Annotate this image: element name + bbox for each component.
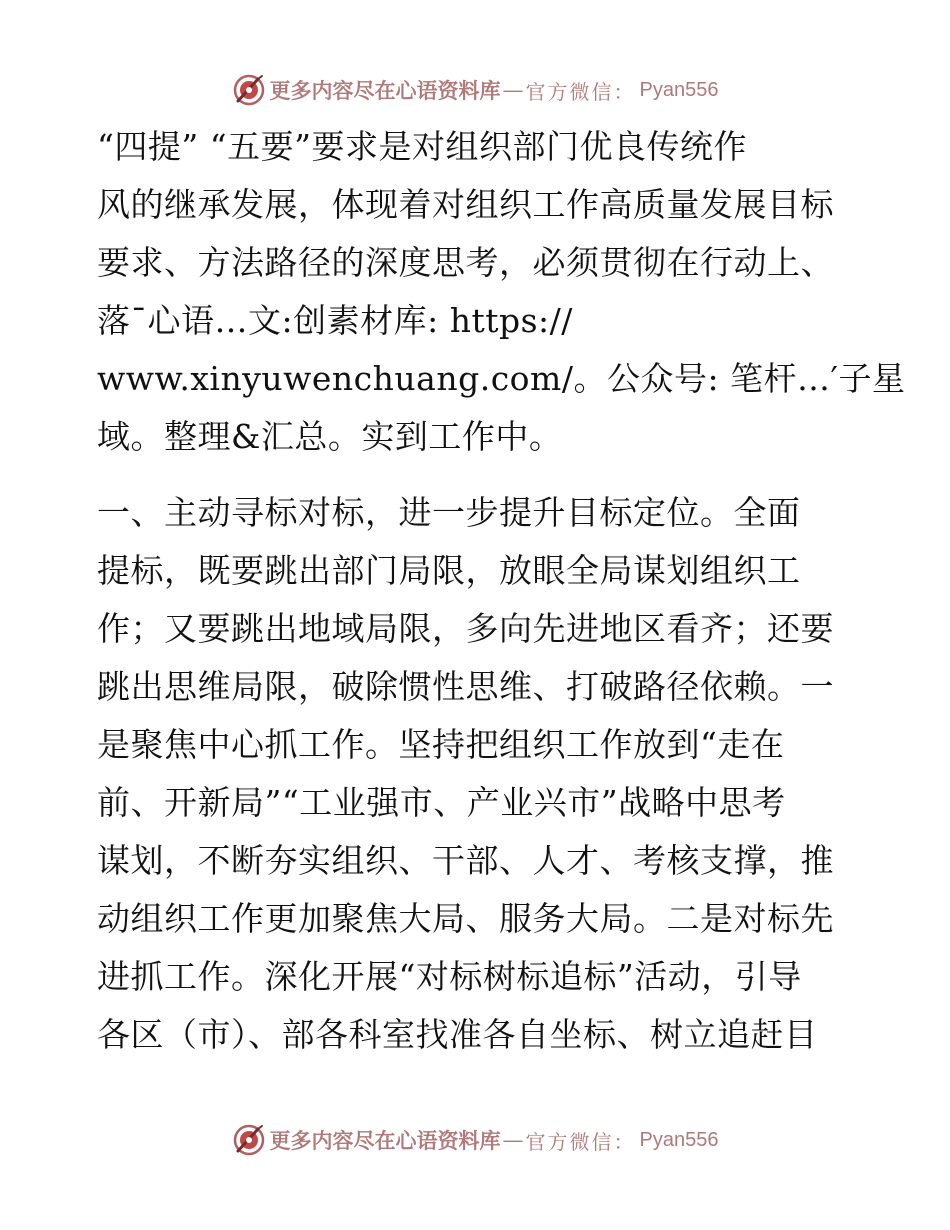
text-line: 一、主动寻标对标，进一步提升目标定位。全面 — [97, 493, 801, 532]
text-line: 风的继承发展，体现着对组织工作高质量发展目标 — [97, 185, 834, 224]
paragraph-2 — [97, 484, 857, 1064]
banner-main-text: 更多内容尽在心语资料库 — [269, 78, 501, 103]
text-line: 进抓工作。深化开展“对标树标追标”活动，引导 — [97, 957, 802, 996]
banner-separator: — — [502, 78, 524, 102]
text-line: 作；又要跳出地域局限，多向先进地区看齐；还要 — [97, 609, 834, 648]
banner-wechat-label: 官方微信： — [525, 1129, 636, 1154]
banner-wechat-id: Pyan556 — [639, 1128, 719, 1151]
text-line: 要求、方法路径的深度思考，必须贯彻在行动上、 — [97, 243, 834, 282]
paragraph-1 — [97, 118, 906, 466]
text-line: 域。整理&汇总。实到工作中。 — [97, 417, 563, 456]
text-line: 动组织工作更加聚焦大局、服务大局。二是对标先 — [97, 899, 834, 938]
document-body — [97, 118, 906, 1064]
header-banner — [0, 70, 950, 110]
text-line: 前、开新局”“工业强市、产业兴市”战略中思考 — [97, 783, 786, 822]
banner-main-text: 更多内容尽在心语资料库 — [269, 1128, 501, 1153]
text-line: “四提” “五要”要求是对组织部门优良传统作 — [97, 127, 747, 166]
text-line: 是聚焦中心抓工作。坚持把组织工作放到“走在 — [97, 725, 785, 764]
text-line: 各区（市）、部各科室找准各自坐标、树立追赶目 — [97, 1015, 818, 1054]
text-line: www.xinyuwenchuang.com/。公众号: 笔杆…′子星 — [97, 359, 906, 398]
paragraph-gap — [97, 466, 857, 484]
text-line: 谋划，不断夯实组织、干部、人才、考核支撑，推 — [97, 841, 834, 880]
banner-wechat-id: Pyan556 — [639, 78, 719, 101]
banner-wechat-label: 官方微信： — [525, 79, 636, 104]
text-line: 提标，既要跳出部门局限，放眼全局谋划组织工 — [97, 551, 801, 590]
footer-banner — [0, 1120, 950, 1160]
text-line: 落¯心语…文:创素材库: https:// — [97, 301, 573, 340]
text-line: 跳出思维局限，破除惯性思维、打破路径依赖。一 — [97, 667, 834, 706]
pen-logo-icon — [232, 73, 266, 107]
banner-separator: — — [502, 1128, 524, 1152]
pen-logo-icon — [232, 1123, 266, 1157]
